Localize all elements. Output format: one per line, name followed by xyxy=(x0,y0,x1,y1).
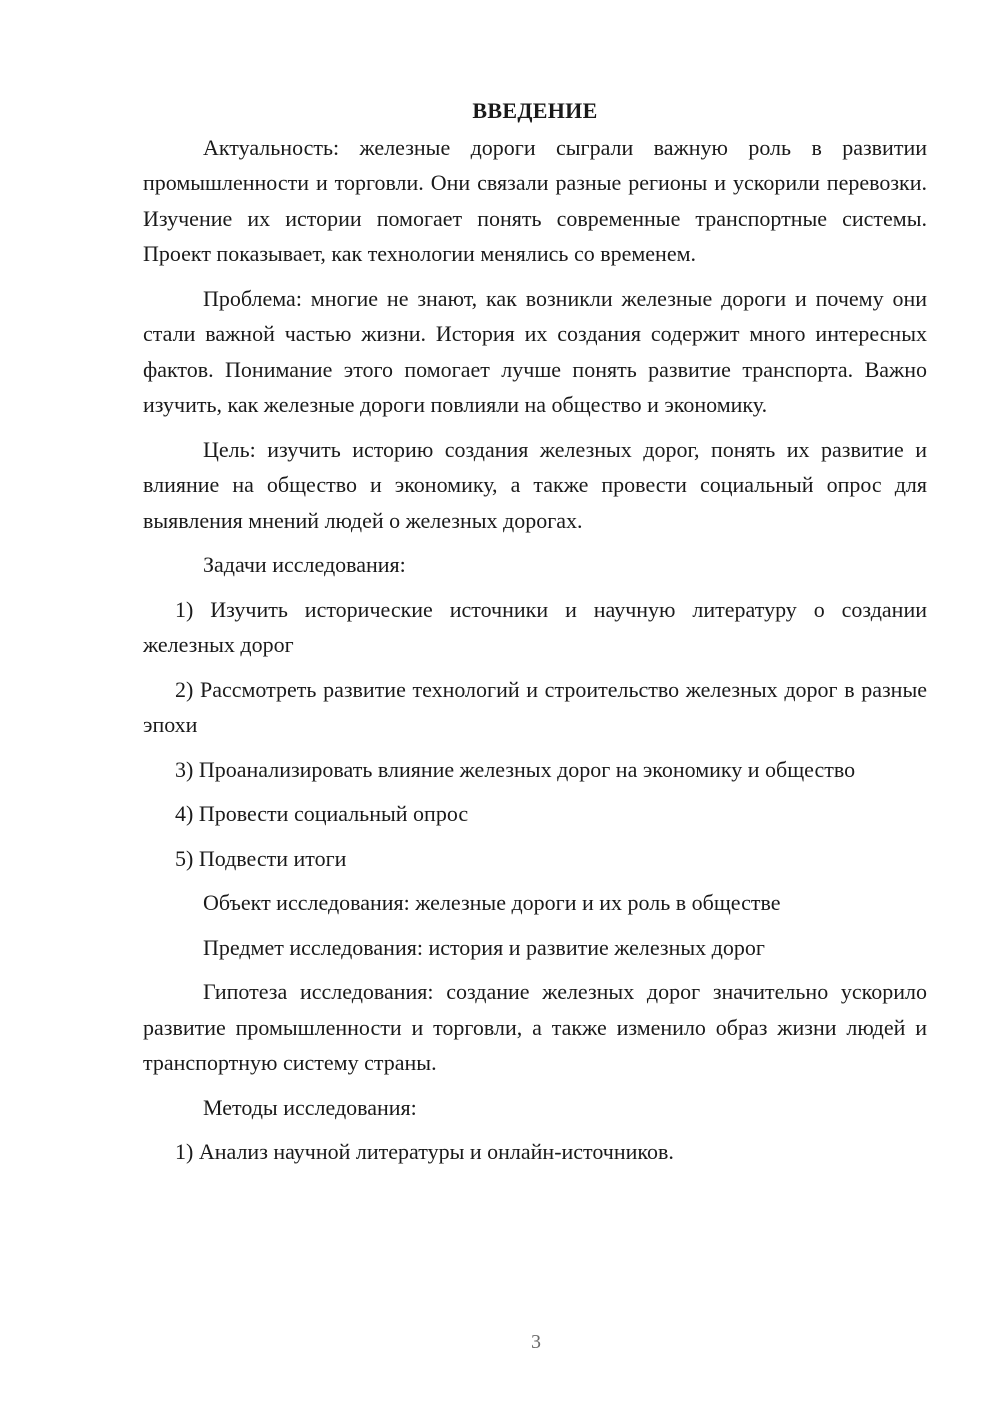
section-title: ВВЕДЕНИЕ xyxy=(472,98,598,123)
task-item-1: 1) Изучить исторические источники и научную литературу о создании железных дорог xyxy=(143,596,927,657)
page-content xyxy=(143,93,927,1179)
task-item-5: 5) Подвести итоги xyxy=(175,845,347,871)
task-item-4: 4) Провести социальный опрос xyxy=(175,801,469,826)
task-item-3: 3) Проанализировать влияние железных дорог на экономику и общество xyxy=(175,756,856,782)
paragraph-relevance: Актуальность: железные дороги сыграли важную роль в развитии промышленности и торговли. Они связали разные регионы и ускорили перевозки. Изучение их истории помогает понять современные транспортные системы. Проект показывает, как технологии менялись со временем. xyxy=(143,134,927,266)
page-number: 3 xyxy=(531,1331,541,1353)
task-item-2: 2) Рассмотреть развитие технологий и строительство железных дорог в разные эпохи xyxy=(143,676,927,737)
paragraph-goal: Цель: изучить историю создания железных дорог, понять их развитие и влияние на общество и экономику, а также провести социальный опрос для выявления мнений людей о железных дорогах. xyxy=(143,436,927,533)
tasks-heading: Задачи исследования: xyxy=(203,552,406,577)
paragraph-problem: Проблема: многие не знают, как возникли железные дороги и почему они стали важной частью жизни. История их создания содержит много интересных фактов. Понимание этого помогает лучше понять развитие транспорта. Важно изучить, как железные дороги повлияли на общество и экономику. xyxy=(143,285,927,417)
methods-heading: Методы исследования: xyxy=(203,1094,417,1120)
research-subject: Предмет исследования: история и развитие железных дорог xyxy=(203,934,765,960)
method-item-1: 1) Анализ научной литературы и онлайн-источников. xyxy=(175,1139,674,1164)
research-object: Объект исследования: железные дороги и их роль в обществе xyxy=(203,890,781,915)
paragraph-hypothesis: Гипотеза исследования: создание железных дорог значительно ускорило развитие промышленности и торговли, а также изменило образ жизни людей и транспортную систему страны. xyxy=(143,979,927,1075)
